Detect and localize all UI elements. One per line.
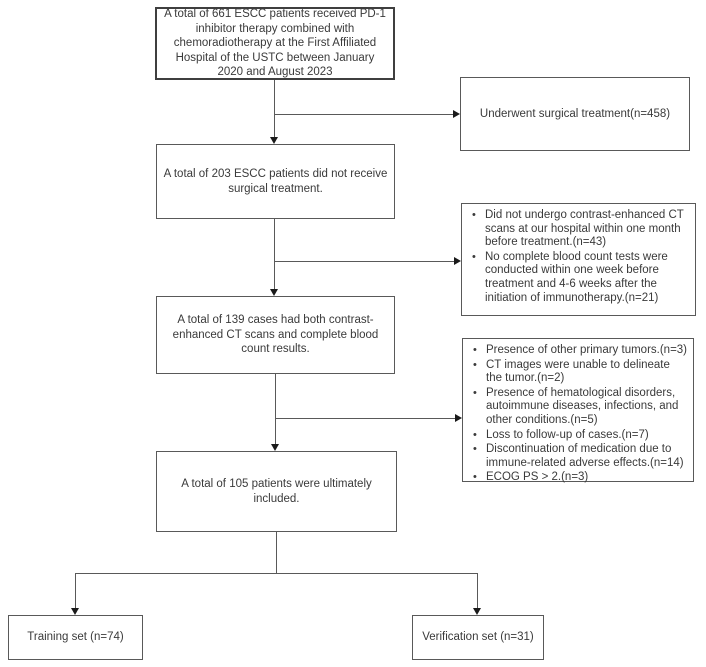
arrow-down-icon bbox=[271, 444, 279, 451]
connector-to-verification bbox=[477, 573, 478, 609]
list-item: • Did not undergo contrast-enhanced CT scans at our hospital within one month before treatment.(n=43) bbox=[468, 209, 691, 250]
arrow-down-icon bbox=[71, 608, 79, 615]
connector-total-to-no-surgery bbox=[274, 80, 275, 138]
box-ct-blood-count bbox=[156, 296, 395, 374]
box-verification-set-text: Verification set (n=31) bbox=[422, 631, 534, 644]
list-item: • No complete blood count tests were conducted within one week before treatment and 4-6 weeks after the initiation of immunotherapy.(n=21) bbox=[468, 251, 691, 305]
connector-included-down bbox=[276, 532, 277, 574]
box-training-set-text: Training set (n=74) bbox=[27, 631, 124, 644]
connector-branch-to-exclusion-1 bbox=[274, 261, 454, 262]
box-exclusion-criteria-1 bbox=[461, 203, 696, 316]
arrow-right-icon bbox=[453, 110, 460, 118]
exclusion-criteria-1-list bbox=[468, 209, 691, 305]
list-item: • Discontinuation of medication due to immune-related adverse effects.(n=14) bbox=[469, 443, 689, 470]
arrow-down-icon bbox=[473, 608, 481, 615]
box-training-set bbox=[8, 615, 143, 660]
connector-branch-to-surgical bbox=[274, 114, 453, 115]
arrow-right-icon bbox=[454, 257, 461, 265]
arrow-right-icon bbox=[455, 414, 462, 422]
list-item: • Loss to follow-up of cases.(n=7) bbox=[469, 429, 689, 443]
connector-to-training bbox=[75, 573, 76, 609]
box-ct-blood-count-text: A total of 139 cases had both contrast-enhanced CT scans and complete blood count results. bbox=[172, 314, 379, 356]
arrow-down-icon bbox=[270, 137, 278, 144]
arrow-down-icon bbox=[270, 289, 278, 296]
connector-split-horizontal bbox=[75, 573, 478, 574]
list-item: • Presence of other primary tumors.(n=3) bbox=[469, 344, 689, 358]
box-surgical-treatment-text: Underwent surgical treatment(n=458) bbox=[479, 107, 671, 120]
box-total-patients bbox=[155, 7, 395, 80]
list-item: • Presence of hematological disorders, autoimmune diseases, infections, and other conditions.(n=5) bbox=[469, 387, 689, 428]
list-item: • ECOG PS > 2.(n=3) bbox=[469, 471, 689, 485]
box-no-surgery-text: A total of 203 ESCC patients did not receive surgical treatment. bbox=[163, 168, 388, 195]
box-verification-set bbox=[412, 615, 544, 660]
box-included-patients-text: A total of 105 patients were ultimately included. bbox=[181, 478, 372, 505]
box-no-surgery bbox=[156, 144, 395, 219]
box-total-patients-text: A total of 661 ESCC patients received PD-1 inhibitor therapy combined with chemoradiotherapy at the First Affiliated Hospital of the USTC between January 2020 and August 2023 bbox=[164, 8, 386, 79]
exclusion-criteria-2-list bbox=[469, 344, 689, 485]
box-surgical-treatment bbox=[460, 77, 690, 151]
connector-branch-to-exclusion-2 bbox=[275, 418, 455, 419]
connector-ct-blood-to-included bbox=[275, 374, 276, 445]
box-exclusion-criteria-2 bbox=[462, 338, 694, 482]
connector-no-surgery-to-ct-blood bbox=[274, 219, 275, 290]
list-item: • CT images were unable to delineate the tumor.(n=2) bbox=[469, 359, 689, 386]
box-included-patients bbox=[156, 451, 397, 532]
